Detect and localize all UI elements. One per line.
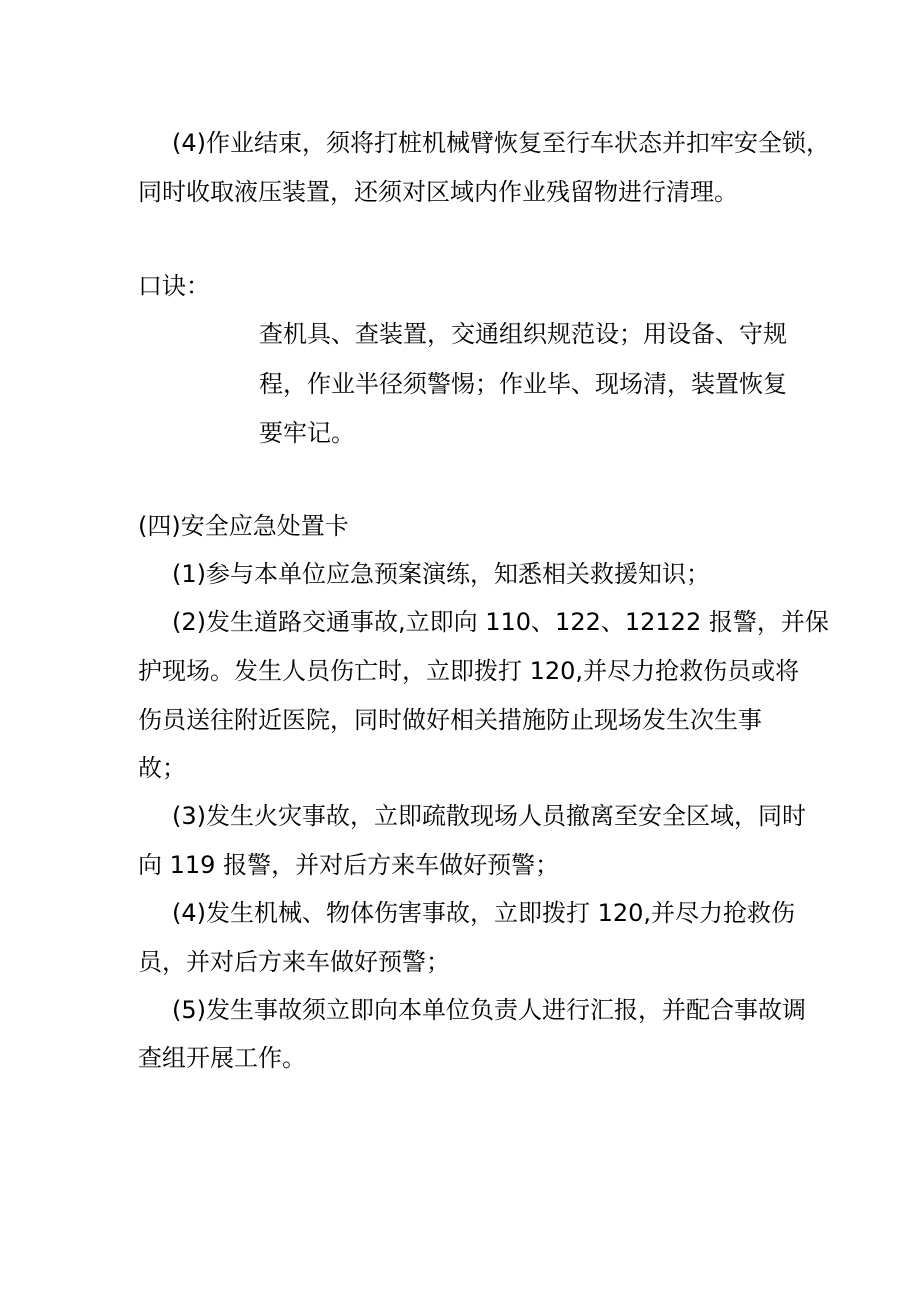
item3-line2: 向 119 报警，并对后方来车做好预警； xyxy=(138,851,560,879)
mnemonic-line3: 要牢记。 xyxy=(259,419,355,447)
item2-line3: 伤员送往附近医院，同时做好相关措施防止现场发生次生事 xyxy=(138,706,762,734)
mnemonic-line1: 查机具、查装置，交通组织规范设；用设备、守规 xyxy=(259,320,787,348)
item3-line1: (3)发生火灾事故，立即疏散现场人员撤离至安全区域，同时 xyxy=(172,802,806,830)
item2-line2: 护现场。发生人员伤亡时，立即拨打 120,并尽力抢救伤员或将 xyxy=(138,657,800,685)
item1-line1: (1)参与本单位应急预案演练，知悉相关救援知识； xyxy=(172,560,710,588)
item2-line4: 故； xyxy=(138,754,186,782)
mnemonic-line2: 程，作业半径须警惕；作业毕、现场清，装置恢复 xyxy=(259,370,787,398)
step4-line2: 同时收取液压装置，还须对区域内作业残留物进行清理。 xyxy=(138,178,738,206)
item4-line1: (4)发生机械、物体伤害事故，立即拨打 120,并尽力抢救伤 xyxy=(172,899,796,927)
step4-line1: (4)作业结束，须将打桩机械臂恢复至行车状态并扣牢安全锁， xyxy=(172,129,830,157)
item4-line2: 员，并对后方来车做好预警； xyxy=(138,948,450,976)
item5-line2: 查组开展工作。 xyxy=(138,1044,306,1072)
item2-line1: (2)发生道路交通事故,立即向 110、122、12122 报警，并保 xyxy=(172,608,829,636)
mnemonic-label: 口诀： xyxy=(138,272,210,300)
section4-title: (四)安全应急处置卡 xyxy=(138,512,349,540)
item5-line1: (5)发生事故须立即向本单位负责人进行汇报，并配合事故调 xyxy=(172,996,806,1024)
